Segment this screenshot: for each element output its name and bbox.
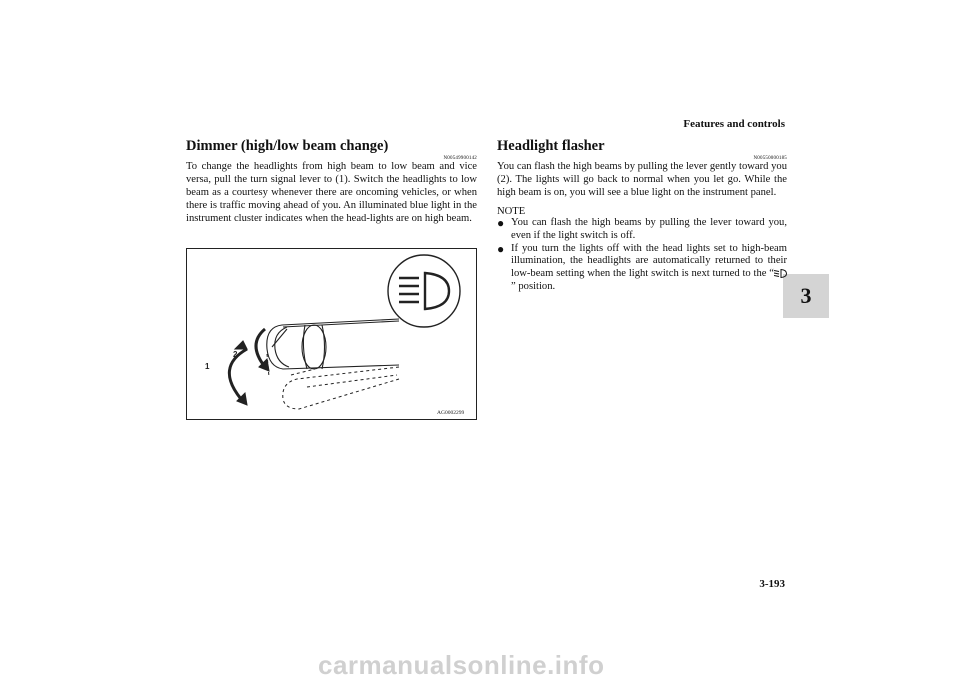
flasher-title: Headlight flasher	[497, 138, 605, 154]
low-beam-icon	[774, 269, 787, 278]
chapter-tab	[783, 274, 829, 318]
watermark: carmanualsonline.info	[318, 650, 605, 680]
note-bullet	[497, 243, 787, 295]
right-section	[497, 138, 787, 294]
arrow-label-2: 2	[233, 350, 238, 359]
lever-figure	[186, 248, 477, 420]
dimmer-body: To change the headlights from high beam to low beam and vice versa, pull the turn signal lever to (1). Switch the headlights to low beam as a courtesy whenever there are oncoming vehicles, or when there is traffic moving ahead of you. An illuminated blue light in the instrument cluster indicates when the head-lights are on high beam.	[186, 161, 477, 224]
arrow-label-1: 1	[205, 362, 210, 371]
flasher-body: You can flash the high beams by pulling the lever gently toward you (2). The lights will go back to normal when you let go. While the high beam is on, you will see a blue light on the instrument panel.	[497, 161, 787, 198]
dimmer-title: Dimmer (high/low beam change)	[186, 138, 389, 154]
note-bullet	[497, 217, 787, 243]
chapter-number: 3	[800, 283, 812, 308]
note-label: NOTE	[497, 205, 526, 217]
left-section	[186, 138, 477, 226]
bullet-dot-icon: ●	[497, 241, 505, 256]
note-bullet-text: You can flash the high beams by pulling the lever toward you, even if the light switch is off.	[511, 216, 787, 241]
dimmer-code: N00549900142	[443, 156, 477, 161]
note-bullet-text-main: If you turn the lights off with the head lights set to high-beam illumination, the headlights are automatically returned to their low-beam setting when the light switch is next turned to the “	[511, 242, 787, 280]
lever-illustration	[187, 249, 476, 419]
bullet-dot-icon: ●	[497, 215, 505, 230]
page-number: 3-193	[759, 578, 785, 590]
flasher-code: N00550000185	[753, 156, 787, 161]
note-bullet-text-suffix: ” position.	[511, 281, 556, 293]
high-beam-icon	[388, 255, 460, 327]
section-header: Features and controls	[683, 118, 785, 130]
note-bullet-text	[511, 243, 787, 295]
figure-code: AG0002299	[437, 410, 465, 416]
